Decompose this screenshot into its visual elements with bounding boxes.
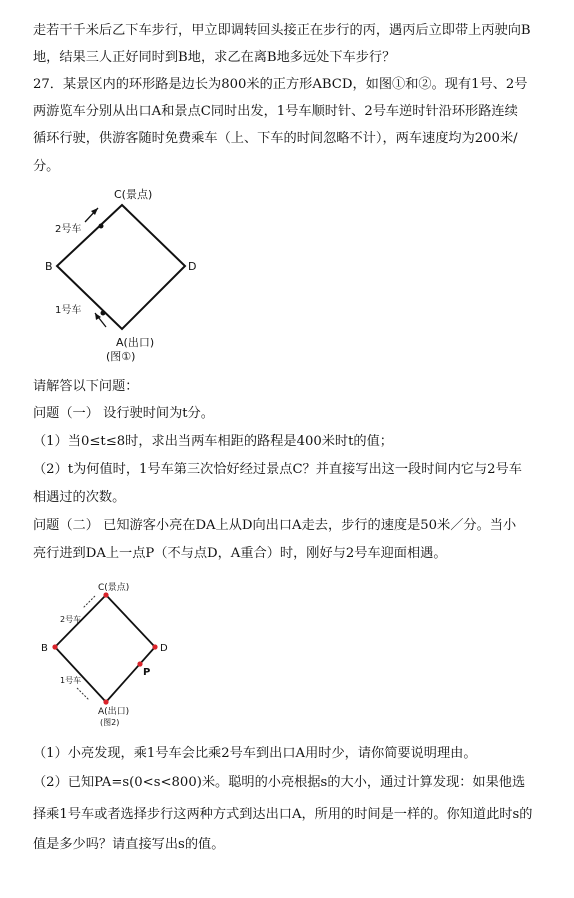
text-line: 两游览车分别从出口A和景点C同时出发，1号车顺时针、2号车逆时针沿环形路连续 bbox=[33, 104, 518, 119]
question-27-line: 27．某景区内的环形路是边长为800米的正方形ABCD，如图①和②。现有1号、2号 bbox=[33, 77, 528, 92]
vertex-d-label: D bbox=[188, 260, 197, 273]
text-line: 值是多少吗？请直接写出s的值。 bbox=[33, 837, 225, 852]
text-line: 分。 bbox=[33, 159, 60, 174]
car-2-label: 2号车 bbox=[60, 615, 82, 624]
car-1-label: 1号车 bbox=[55, 305, 82, 316]
car-1-label: 1号车 bbox=[60, 676, 82, 685]
vertex-b-label: B bbox=[45, 260, 53, 273]
text-line: 循环行驶，供游客随时免费乘车（上、下车的时间忽略不计），两车速度均为200米/ bbox=[33, 131, 518, 146]
text-line: （1）小亮发现，乘1号车会比乘2号车到出口A用时少，请你简要说明理由。 bbox=[33, 746, 477, 761]
figure-2-caption: (图2) bbox=[100, 718, 120, 727]
text-line: 走若干千米后乙下车步行，甲立即调转回头接正在步行的丙，遇丙后立即带上丙驶向B bbox=[33, 23, 531, 38]
text-line: （2）t为何值时，1号车第三次恰好经过景点C？并直接写出这一段时间内它与2号车 bbox=[33, 462, 522, 477]
car-2-label: 2号车 bbox=[55, 224, 82, 235]
figure-1-caption: (图①) bbox=[106, 350, 136, 363]
text-line: 择乘1号车或者选择步行这两种方式到达出口A，所用的时间是一样的。你知道此时s的 bbox=[33, 807, 533, 822]
vertex-d-label: D bbox=[160, 643, 168, 654]
text-line: 相遇过的次数。 bbox=[33, 490, 126, 505]
problem-two-heading: 问题（二） 已知游客小亮在DA上从D向出口A走去，步行的速度是50米／分。当小 bbox=[33, 518, 517, 533]
vertex-b-label: B bbox=[41, 643, 48, 654]
text-line: 地，结果三人正好同时到B地，求乙在离B地多远处下车步行？ bbox=[33, 50, 396, 65]
text-line: 亮行进到DA上一点P（不与点D，A重合）时，刚好与2号车迎面相遇。 bbox=[33, 546, 447, 561]
vertex-a-label: A(出口) bbox=[116, 336, 155, 349]
point-p-label: P bbox=[143, 667, 151, 678]
text-line: （1）当0≤t≤8时，求出当两车相距的路程是400米时t的值； bbox=[33, 434, 393, 449]
vertex-c-label: C(景点) bbox=[114, 188, 153, 201]
problem-one-heading: 问题（一） 设行驶时间为t分。 bbox=[33, 406, 214, 421]
vertex-a-label: A(出口) bbox=[98, 707, 130, 717]
text-line: （2）已知PA=s(0<s<800)米。聪明的小亮根据s的大小，通过计算发现：如果他选 bbox=[33, 775, 526, 790]
vertex-c-label: C(景点) bbox=[98, 583, 130, 593]
text-line: 请解答以下问题： bbox=[33, 379, 139, 394]
